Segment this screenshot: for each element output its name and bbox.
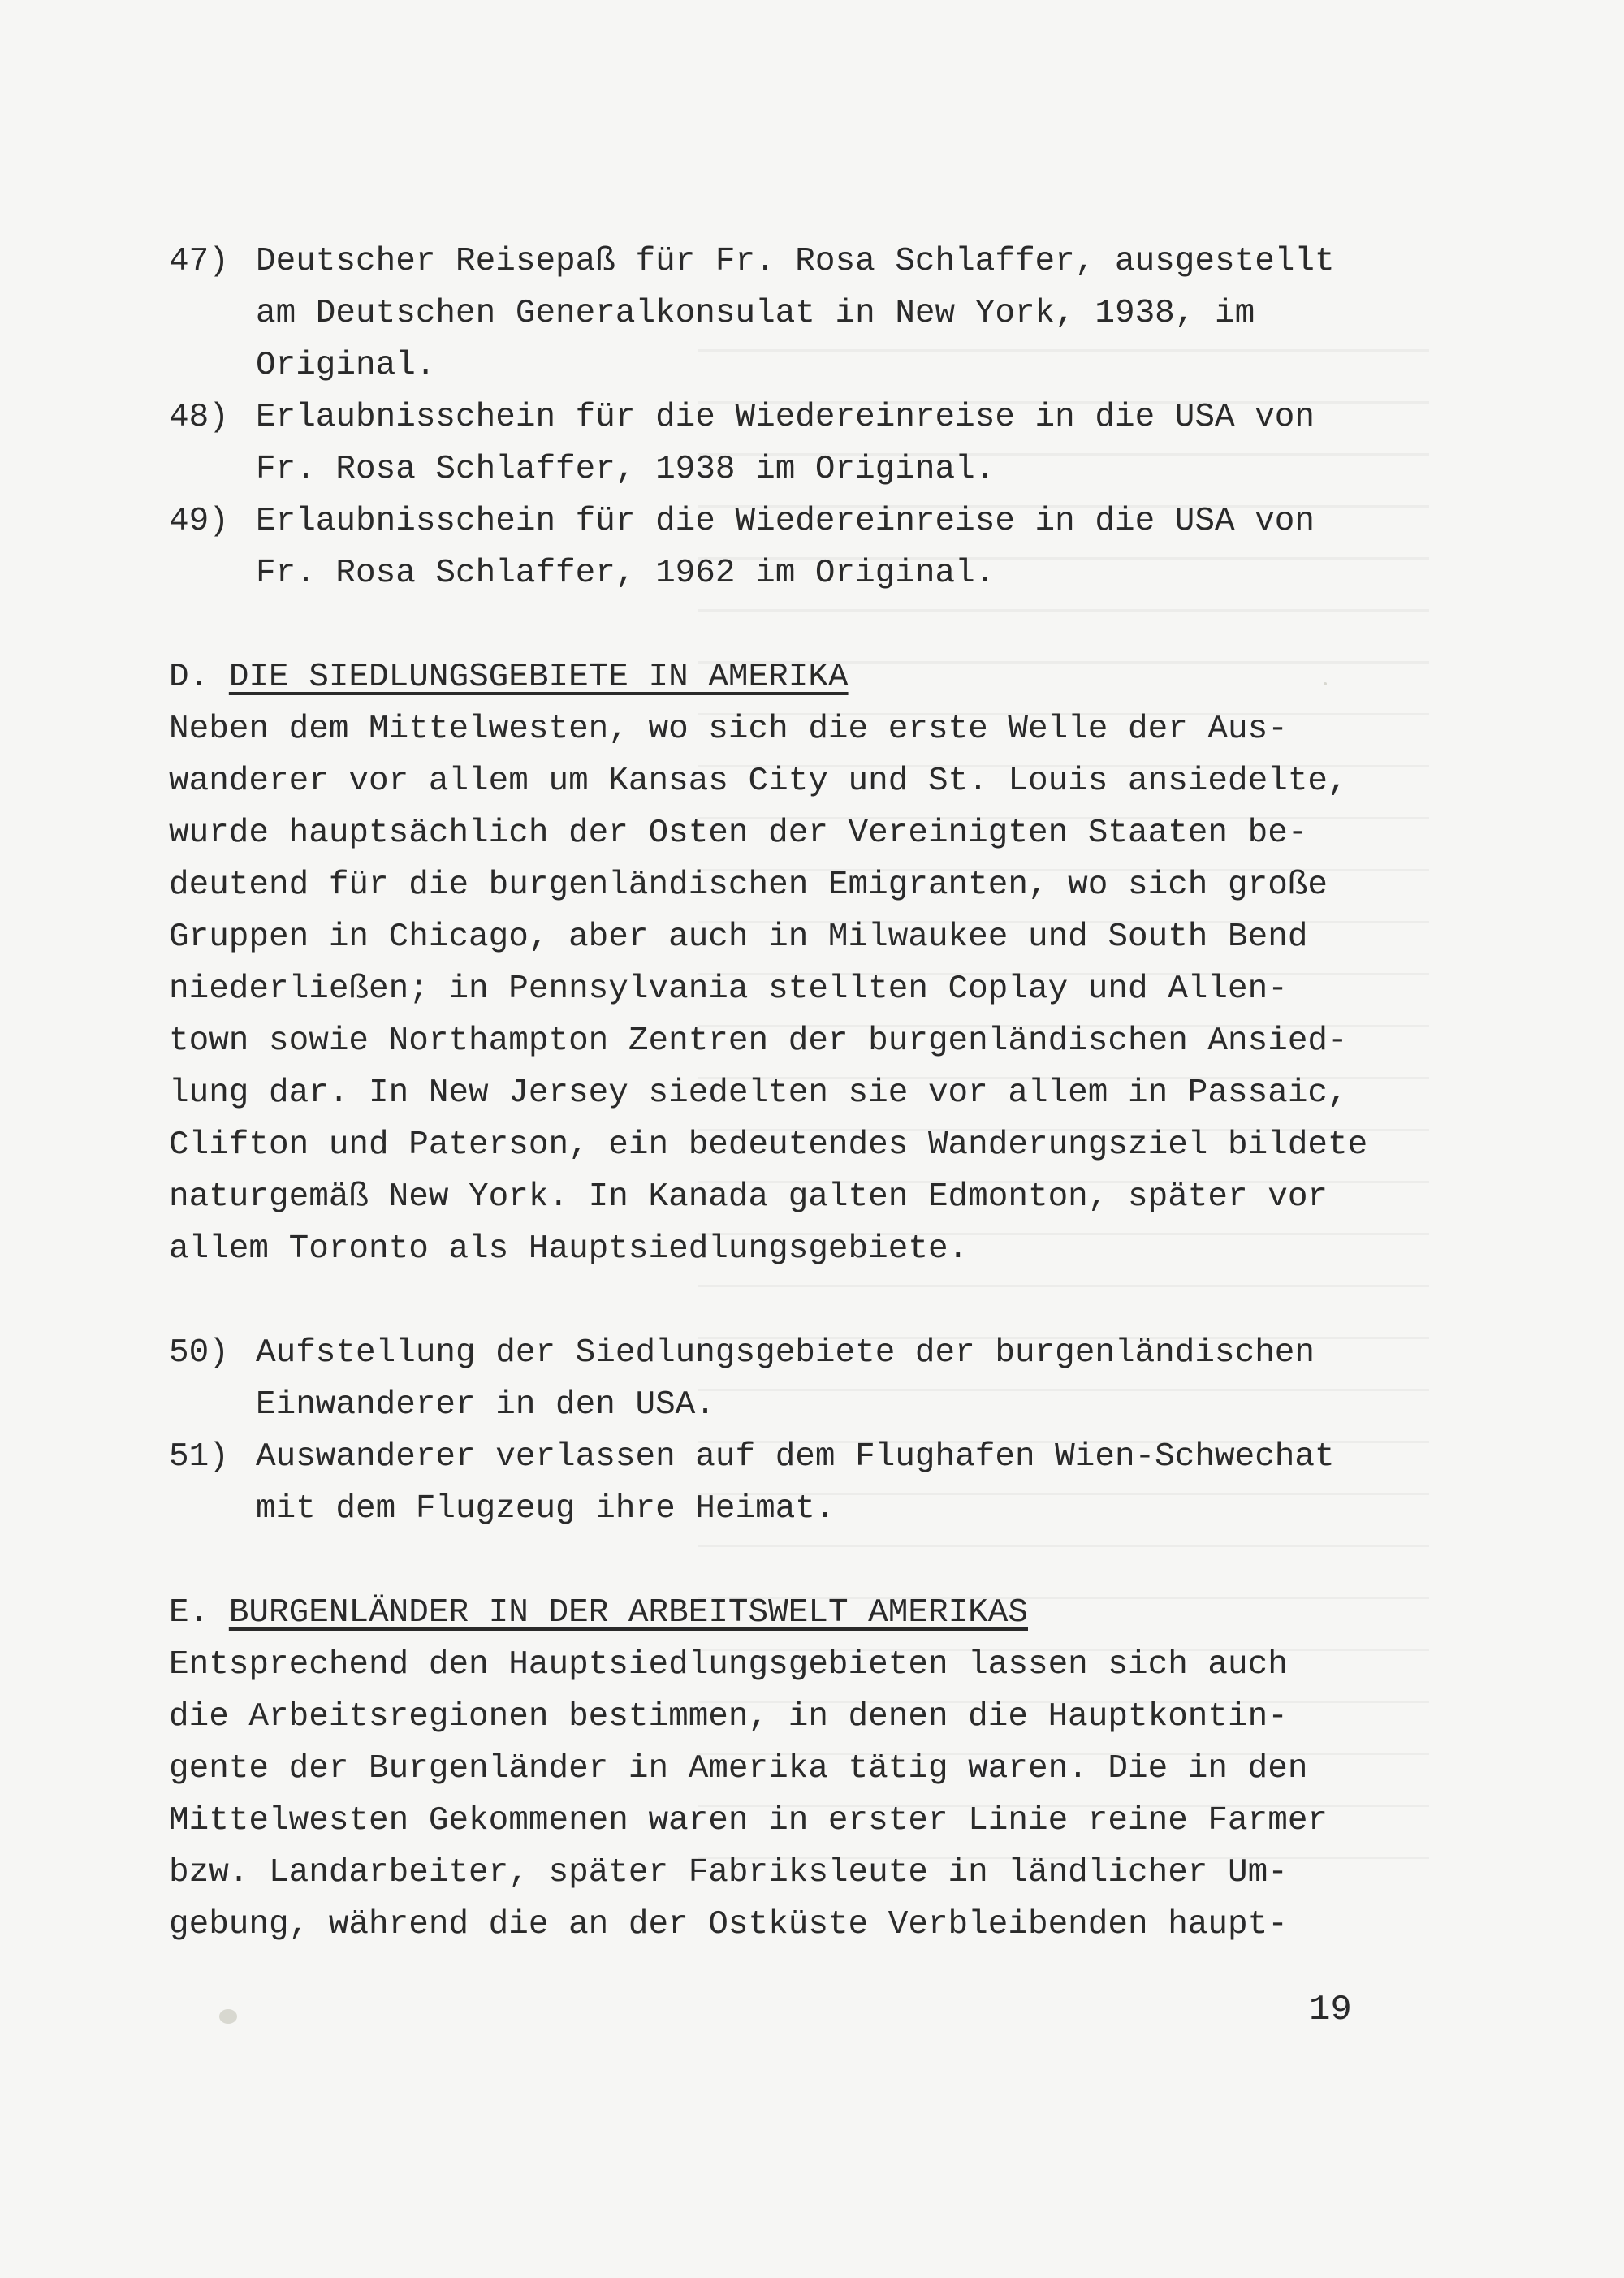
section-e-heading: [169, 1587, 1028, 1639]
item-line: Original.: [256, 347, 436, 384]
paragraph-line: naturgemäß New York. In Kanada galten Edmonton, später vor: [169, 1178, 1328, 1216]
item-line: Erlaubnisschein für die Wiedereinreise in die USA von: [256, 399, 1315, 436]
item-line: mit dem Flugzeug ihre Heimat.: [256, 1490, 836, 1528]
section-e-paragraph: [169, 1639, 1328, 1951]
item-line: Deutscher Reisepaß für Fr. Rosa Schlaffer, ausgestellt: [256, 243, 1335, 280]
paragraph-line: allem Toronto als Hauptsiedlungsgebiete.: [169, 1230, 969, 1268]
section-letter: E.: [169, 1594, 209, 1632]
item-line: Erlaubnisschein für die Wiedereinreise in die USA von: [256, 503, 1315, 540]
item-line: Einwanderer in den USA.: [256, 1386, 715, 1424]
section-title: DIE SIEDLUNGSGEBIETE IN AMERIKA: [228, 659, 849, 696]
paragraph-line: Gruppen in Chicago, aber auch in Milwaukee und South Bend: [169, 919, 1308, 956]
item-line: am Deutschen Generalkonsulat in New York, 1938, im: [256, 295, 1255, 332]
paragraph-line: wurde hauptsächlich der Osten der Vereinigten Staaten be-: [169, 815, 1308, 852]
paragraph-line: niederließen; in Pennsylvania stellten Coplay und Allen-: [169, 970, 1288, 1008]
paragraph-line: Mittelwesten Gekommenen waren in erster Linie reine Farmer: [169, 1802, 1328, 1839]
section-title: BURGENLÄNDER IN DER ARBEITSWELT AMERIKAS: [228, 1594, 1028, 1632]
paragraph-line: gente der Burgenländer in Amerika tätig waren. Die in den: [169, 1750, 1308, 1787]
item-line: Aufstellung der Siedlungsgebiete der burgenländischen: [256, 1334, 1315, 1372]
paragraph-line: bzw. Landarbeiter, später Fabriksleute in ländlicher Um-: [169, 1854, 1288, 1891]
page-number: 19: [1309, 1990, 1352, 2030]
item-number: 47): [169, 243, 229, 280]
paragraph-line: die Arbeitsregionen bestimmen, in denen die Hauptkontin-: [169, 1698, 1288, 1736]
item-line: Fr. Rosa Schlaffer, 1938 im Original.: [256, 451, 996, 488]
paragraph-line: Clifton und Paterson, ein bedeutendes Wanderungsziel bildete: [169, 1126, 1368, 1164]
item-line: Auswanderer verlassen auf dem Flughafen Wien-Schwechat: [256, 1438, 1335, 1476]
paragraph-line: Neben dem Mittelwesten, wo sich die erste Welle der Aus-: [169, 711, 1288, 748]
section-d-paragraph: [169, 703, 1367, 1275]
item-number: 49): [169, 503, 229, 540]
paragraph-line: deutend für die burgenländischen Emigranten, wo sich große: [169, 867, 1328, 904]
paragraph-line: Entsprechend den Hauptsiedlungsgebieten lassen sich auch: [169, 1646, 1288, 1684]
section-d-heading: [169, 651, 849, 703]
paragraph-line: gebung, während die an der Ostküste Verbleibenden haupt-: [169, 1906, 1288, 1943]
paragraph-line: town sowie Northampton Zentren der burgenländischen Ansied-: [169, 1022, 1348, 1060]
item-line: Fr. Rosa Schlaffer, 1962 im Original.: [256, 555, 996, 592]
item-number: 50): [169, 1334, 229, 1372]
item-number: 48): [169, 399, 229, 436]
paragraph-line: wanderer vor allem um Kansas City und St. Louis ansiedelte,: [169, 763, 1348, 800]
item-number: 51): [169, 1438, 229, 1476]
paragraph-line: lung dar. In New Jersey siedelten sie vor allem in Passaic,: [169, 1074, 1348, 1112]
paper-speck: [219, 2009, 237, 2024]
section-letter: D.: [169, 659, 209, 696]
paper-speck: [1324, 682, 1327, 685]
